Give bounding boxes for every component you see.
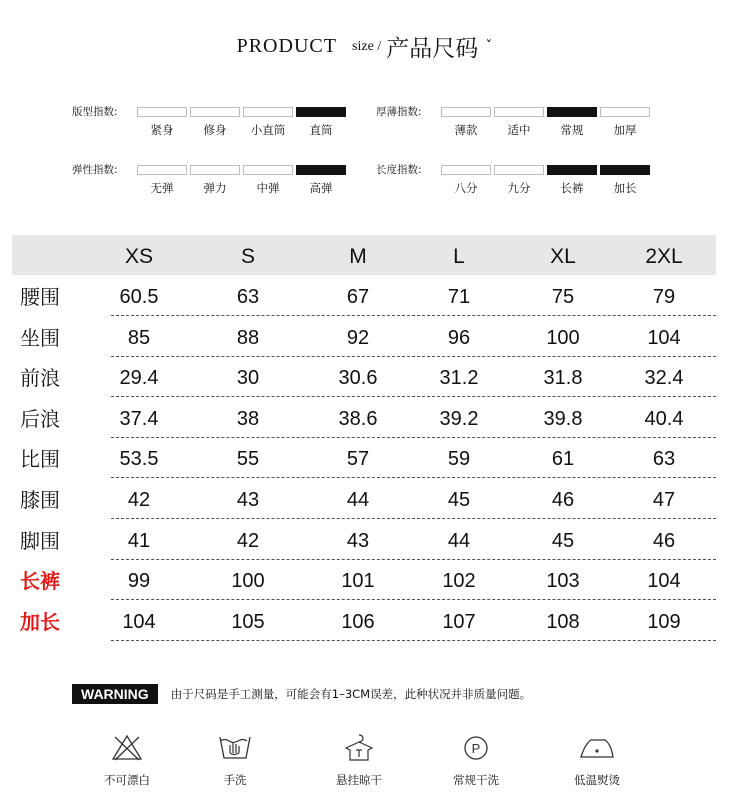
size-table-header [12, 235, 716, 275]
low-temp-iron-icon [577, 732, 617, 762]
row-label: 膝围 [20, 488, 60, 512]
table-cell: 57 [346, 448, 370, 471]
table-cell: 37.4 [119, 407, 159, 430]
row-divider [111, 315, 716, 316]
row-divider [111, 599, 716, 600]
table-cell: 30.6 [338, 367, 378, 390]
table-cell: 44 [447, 529, 471, 552]
row-divider [111, 437, 716, 438]
row-label: 加长 [20, 609, 60, 634]
table-cell: 104 [122, 610, 156, 633]
table-cell: 104 [647, 570, 681, 593]
table-cell: 92 [346, 326, 370, 349]
size-header-s: S [240, 245, 255, 268]
length-option: 长裤 [560, 181, 584, 195]
table-cell: 38 [236, 407, 260, 430]
table-cell: 40.4 [644, 407, 684, 430]
fit-option: 紧身 [150, 123, 174, 137]
care-dry-clean [426, 732, 526, 788]
table-cell: 45 [447, 489, 471, 511]
thickness-index [376, 104, 676, 144]
thickness-index-segment [547, 107, 597, 117]
table-cell: 46 [652, 529, 676, 552]
row-divider [111, 518, 716, 519]
table-cell: 71 [447, 286, 471, 308]
table-cell: 42 [127, 489, 151, 511]
care-label: 手洗 [223, 773, 247, 787]
no-bleach-icon [110, 732, 144, 762]
fit-option: 直筒 [309, 123, 333, 137]
table-cell: 45 [551, 529, 575, 552]
table-cell: 43 [346, 529, 370, 552]
table-cell: 39.8 [543, 407, 583, 430]
page-title [0, 30, 729, 63]
row-label: 坐围 [20, 325, 60, 350]
row-divider [111, 640, 716, 641]
row-divider [111, 356, 716, 357]
fit-index-segment [296, 107, 346, 117]
table-cell: 88 [236, 326, 260, 349]
length-index-segment [441, 165, 491, 175]
size-header-l: L [453, 245, 465, 268]
row-label: 前浪 [20, 366, 60, 391]
table-cell: 100 [231, 570, 265, 593]
hand-wash-icon [217, 732, 253, 762]
thickness-option: 常规 [560, 123, 584, 137]
table-cell: 42 [236, 529, 260, 552]
elasticity-option: 无弹 [150, 181, 174, 195]
thickness-index-segment [600, 107, 650, 117]
elasticity-index [72, 162, 372, 202]
hang-dry-icon [341, 732, 377, 762]
thickness-index-segment [494, 107, 544, 117]
table-cell: 46 [551, 489, 575, 511]
table-cell: 55 [236, 448, 260, 471]
table-cell: 63 [236, 286, 260, 308]
elasticity-index-segment [137, 165, 187, 175]
table-cell: 31.2 [439, 367, 479, 390]
care-label: 悬挂晾干 [336, 773, 382, 787]
table-cell: 53.5 [119, 448, 159, 471]
table-cell: 79 [652, 286, 676, 308]
row-label: 脚围 [20, 528, 60, 553]
table-cell: 39.2 [439, 407, 479, 430]
length-option: 加长 [613, 181, 637, 195]
row-divider [111, 396, 716, 397]
table-cell: 85 [127, 326, 151, 349]
table-cell: 31.8 [543, 367, 583, 390]
elasticity-index-segment [190, 165, 240, 175]
fit-index-segment [137, 107, 187, 117]
row-divider [111, 559, 716, 560]
row-label: 比围 [20, 447, 60, 472]
table-cell: 75 [551, 286, 575, 308]
table-cell: 43 [236, 489, 260, 511]
title-english: PRODUCT [236, 35, 337, 57]
fit-index-segment [243, 107, 293, 117]
fit-index-segment [190, 107, 240, 117]
thickness-option: 适中 [507, 123, 531, 137]
elasticity-option: 中弹 [256, 181, 280, 195]
table-cell: 44 [346, 489, 370, 511]
table-cell: 103 [546, 570, 580, 593]
care-label: 不可漂白 [104, 773, 150, 787]
title-size: size / [352, 38, 382, 54]
thickness-option: 加厚 [613, 123, 637, 137]
length-index-segment [547, 165, 597, 175]
care-label: 低温熨烫 [574, 773, 620, 787]
fit-index-label: 版型指数: [72, 106, 118, 118]
table-cell: 59 [447, 448, 471, 471]
care-hand-wash [185, 732, 285, 788]
size-header-m: M [349, 245, 367, 268]
row-label: 长裤 [20, 569, 60, 594]
title-chinese: 产品尺码 [386, 36, 479, 62]
table-cell: 106 [341, 610, 375, 633]
thickness-index-label: 厚薄指数: [376, 106, 422, 118]
professional-dry-clean-icon [459, 732, 493, 762]
table-cell: 100 [546, 326, 580, 349]
chevron-down-icon: ˇ [485, 38, 493, 55]
elasticity-index-segment [243, 165, 293, 175]
elasticity-index-segment [296, 165, 346, 175]
row-label: 腰围 [20, 285, 60, 309]
dry-clean-symbol: P [471, 741, 481, 756]
size-header-xs: XS [124, 245, 153, 268]
warning-label: WARNING [72, 684, 158, 704]
table-cell: 60.5 [119, 286, 159, 308]
thickness-index-segment [441, 107, 491, 117]
table-cell: 104 [647, 326, 681, 349]
table-cell: 107 [442, 610, 476, 633]
table-cell: 99 [127, 570, 151, 593]
table-cell: 41 [127, 529, 151, 552]
table-cell: 101 [341, 570, 375, 593]
care-no-bleach [77, 732, 177, 788]
table-cell: 38.6 [338, 407, 378, 430]
table-cell: 109 [647, 610, 681, 633]
table-cell: 63 [652, 448, 676, 471]
care-hang-dry [309, 732, 409, 788]
size-header-2xl: 2XL [645, 245, 683, 268]
table-cell: 96 [447, 326, 471, 349]
table-cell: 29.4 [119, 367, 159, 390]
fit-option: 小直筒 [250, 123, 286, 137]
size-header-xl: XL [550, 245, 576, 268]
table-cell: 32.4 [644, 367, 684, 390]
table-cell: 108 [546, 610, 580, 633]
fit-index [72, 104, 372, 144]
length-index-label: 长度指数: [376, 164, 422, 176]
thickness-option: 薄款 [454, 123, 478, 137]
table-cell: 102 [442, 570, 476, 593]
elasticity-option: 弹力 [203, 181, 227, 195]
care-label: 常规干洗 [453, 773, 499, 787]
table-cell: 105 [231, 610, 265, 633]
warning-text: 由于尺码是手工测量，可能会有1–3CM误差，此种状况并非质量问题。 [170, 686, 532, 701]
table-cell: 61 [551, 448, 575, 471]
warning-note [72, 683, 531, 704]
elasticity-index-label: 弹性指数: [72, 164, 118, 176]
length-option: 九分 [507, 181, 531, 195]
table-cell: 47 [652, 489, 676, 511]
length-option: 八分 [454, 181, 478, 195]
length-index-segment [600, 165, 650, 175]
row-label: 后浪 [20, 406, 60, 431]
fit-option: 修身 [203, 123, 227, 137]
row-divider [111, 477, 716, 478]
length-index-segment [494, 165, 544, 175]
table-cell: 30 [236, 367, 260, 390]
table-cell: 67 [346, 286, 370, 308]
length-index [376, 162, 676, 202]
care-low-iron [547, 732, 647, 788]
elasticity-option: 高弹 [309, 181, 333, 195]
